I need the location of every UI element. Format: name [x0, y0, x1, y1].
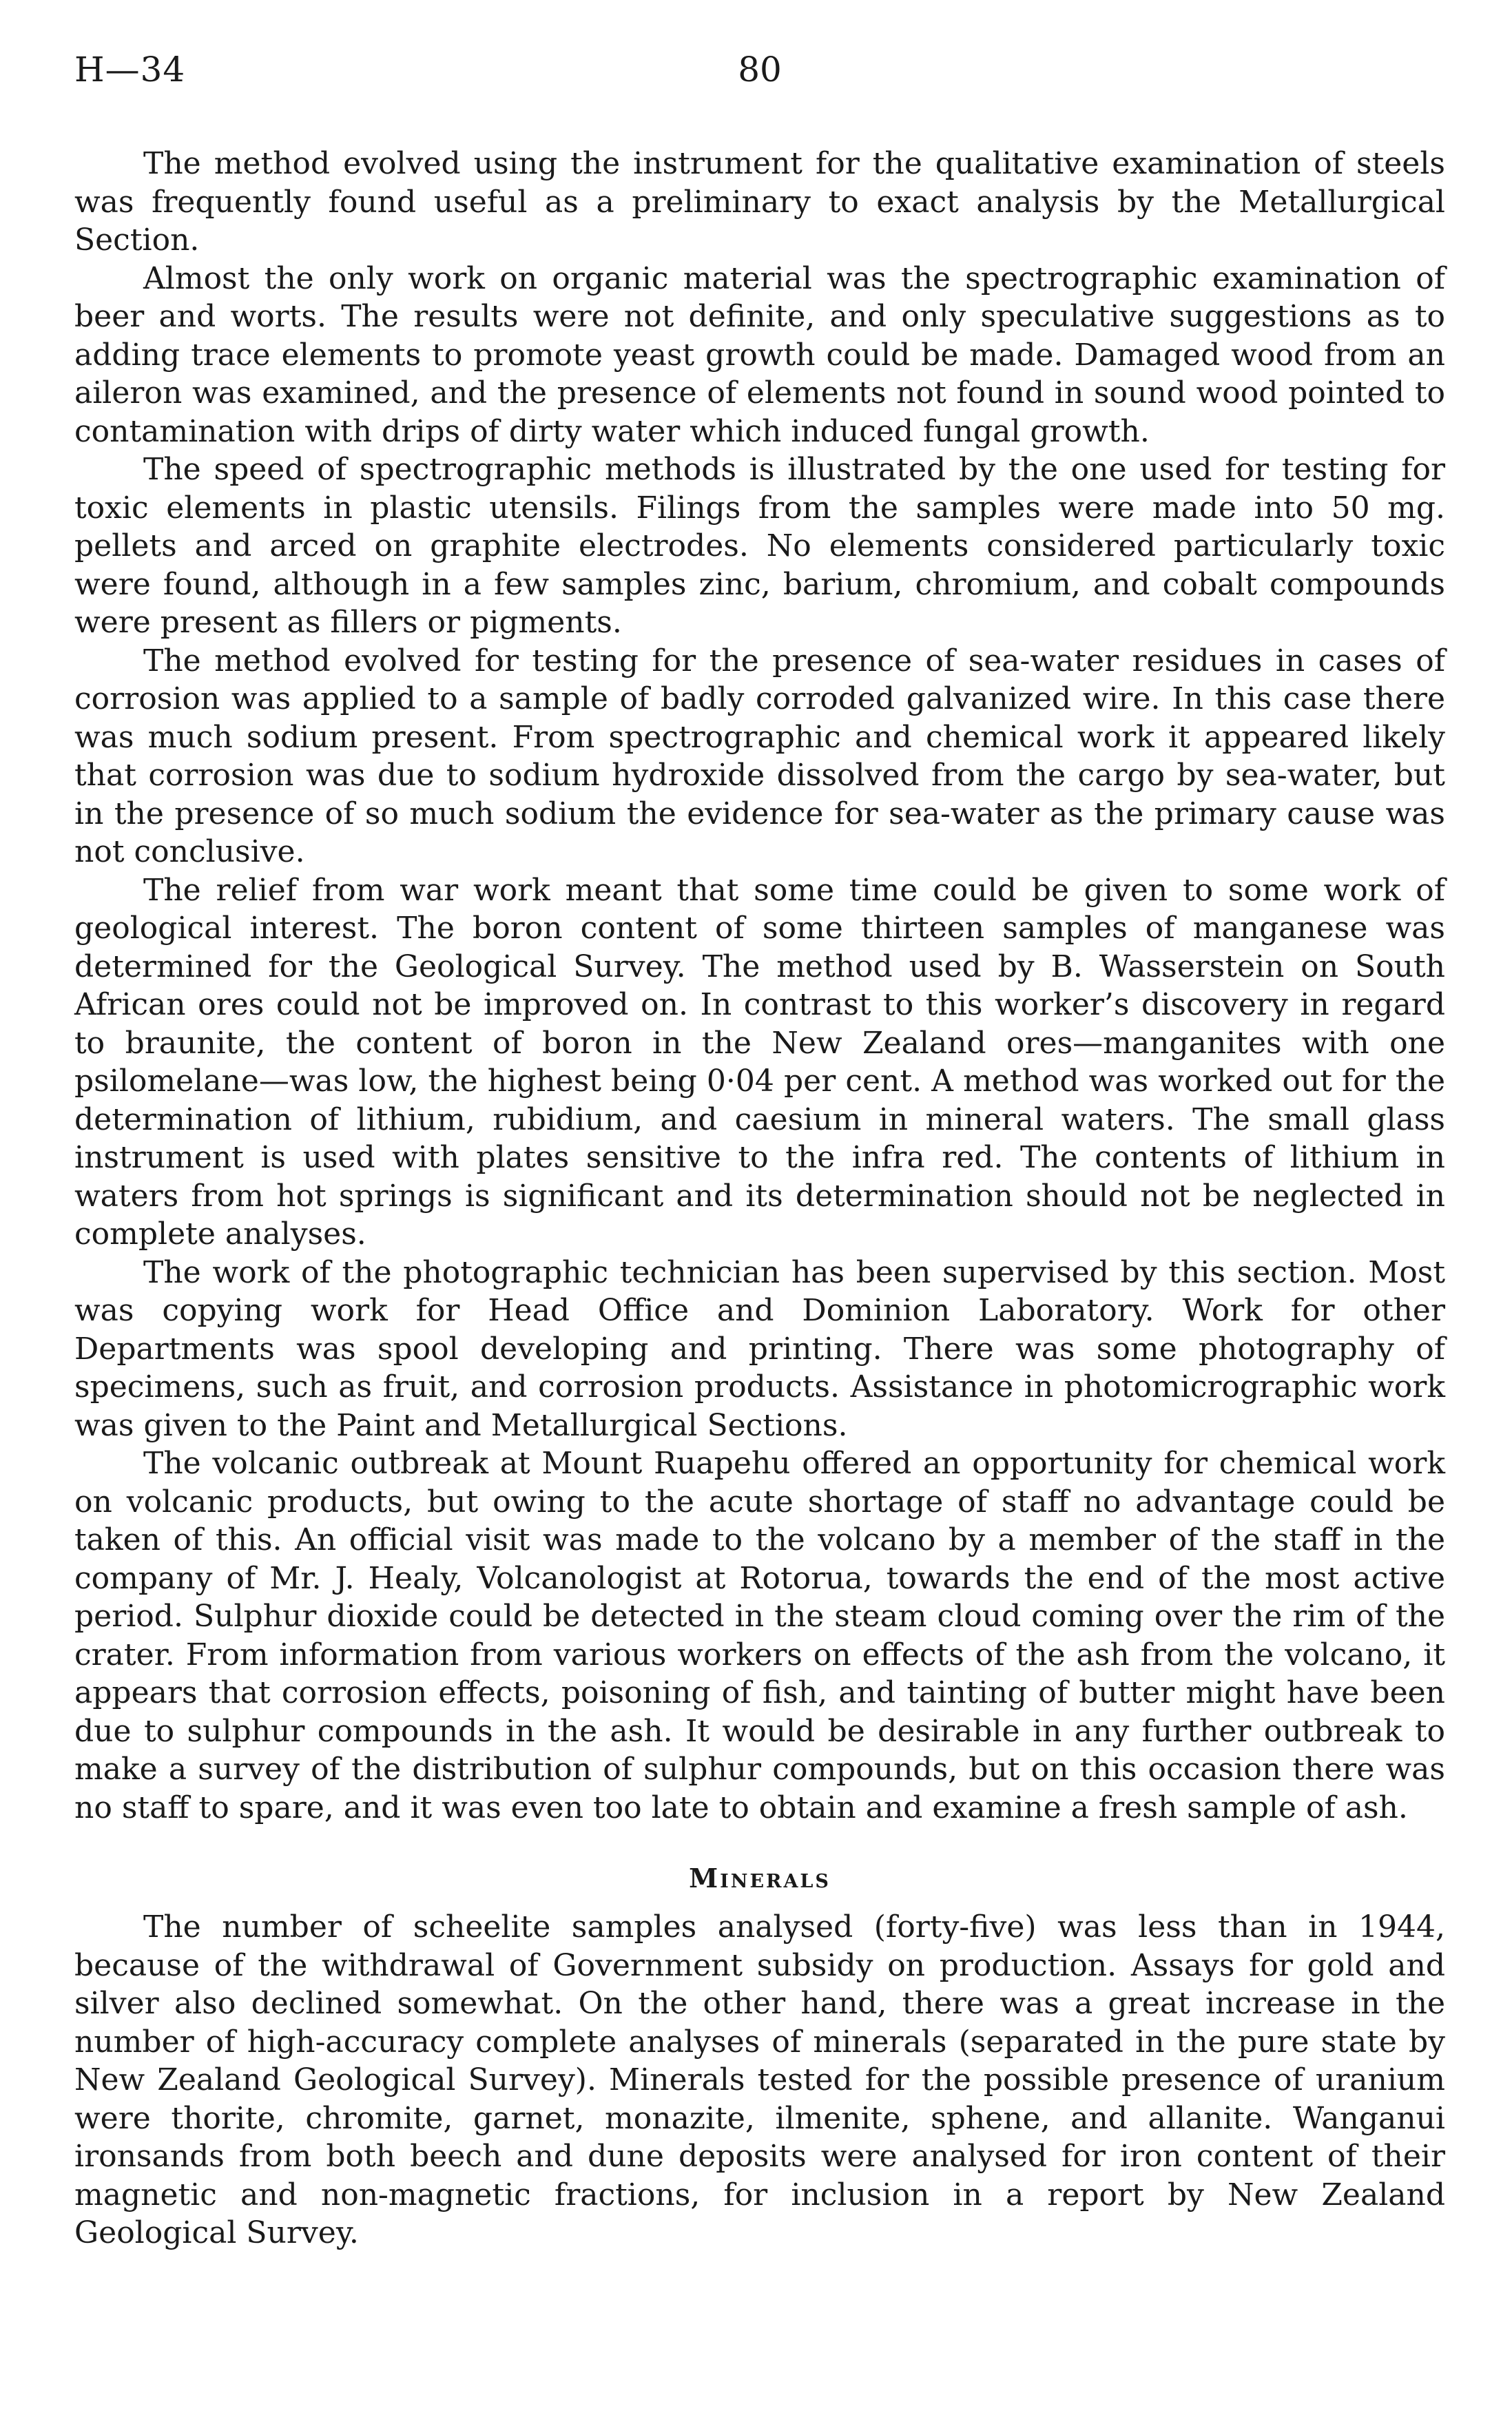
- paragraph-geological-interest: The relief from war work meant that some time could be given to some work of geological interest. The boron content of some thirteen samples of manganese was determined for the Geological Survey. The method used by B. Wasserstein on South African ores could not be improved on. In contrast to this worker’s discovery in regard to braunite, the content of boron in the New Zealand ores—manganites with one psilomelane—was low, the highest being 0·04 per cent. A method was worked out for the determination of lithium, rubidium, and caesium in mineral waters. The small glass instrument is used with plates sensitive to the infra red. The contents of lithium in waters from hot springs is significant and its determination should not be neglected in complete analyses.: [74, 872, 1445, 1252]
- document-number: H—34: [74, 50, 186, 90]
- section-heading-minerals: Minerals: [689, 1863, 831, 1894]
- page-header: [74, 50, 1445, 105]
- paragraph-photographic-work: The work of the photographic technician has been supervised by this section. Most was copying work for Head Office and Dominion Laboratory. Work for other Departments was spool developing and printing. There was some photography of specimens, such as fruit, and corrosion products. Assistance in photomicrographic work was given to the Paint and Metallurgical Sections.: [74, 1254, 1445, 1443]
- page-number: 80: [738, 50, 782, 90]
- paragraph-plastic-utensils: The speed of spectrographic methods is illustrated by the one used for testing for toxic elements in plastic utensils. Filings from the samples were made into 50 mg. pellets and arced on graphite electrodes. No elements considered particularly toxic were found, although in a few samples zinc, barium, chromium, and cobalt compounds were present as fillers or pigments.: [74, 452, 1445, 640]
- body-text: [74, 145, 1445, 2252]
- paragraph-ruapehu-outbreak: The volcanic outbreak at Mount Ruapehu offered an opportunity for chemical work on volcanic products, but owing to the acute shortage of staff no advantage could be taken of this. An official visit was made to the volcano by a member of the staff in the company of Mr. J. Healy, Volcanologist at Rotorua, towards the end of the most active period. Sulphur dioxide could be detected in the steam cloud coming over the rim of the crater. From information from various workers on effects of the ash from the volcano, it appears that corrosion effects, poisoning of fish, and tainting of butter might have been due to sulphur compounds in the ash. It would be desirable in any further outbreak to make a survey of the distribution of sulphur compounds, but on this occasion there was no staff to spare, and it was even too late to obtain and examine a fresh sample of ash.: [74, 1446, 1445, 1825]
- paragraph-organic-material: Almost the only work on organic material was the spectrographic examination of beer and worts. The results were not definite, and only speculative suggestions as to adding trace elements to promote yeast growth could be made. Damaged wood from an aileron was examined, and the presence of elements not found in sound wood pointed to contamination with drips of dirty water which induced fungal growth.: [74, 260, 1445, 449]
- paragraph-steels-analysis: The method evolved using the instrument for the qualitative examination of steels was frequently found useful as a preliminary to exact analysis by the Metallurgical Section.: [74, 146, 1445, 258]
- paragraph-minerals: The number of scheelite samples analysed (forty-five) was less than in 1944, because of the withdrawal of Government subsidy on production. Assays for gold and silver also declined somewhat. On the other hand, there was a great increase in the number of high-accuracy complete analyses of minerals (separated in the pure state by New Zealand Geological Survey). Minerals tested for the possible presence of uranium were thorite, chromite, garnet, monazite, ilmenite, sphene, and allanite. Wanganui ironsands from both beech and dune deposits were analysed for iron content of their magnetic and non-magnetic fractions, for inclusion in a report by New Zealand Geological Survey.: [74, 1909, 1445, 2250]
- paragraph-sea-water-corrosion: The method evolved for testing for the presence of sea-water residues in cases of corrosion was applied to a sample of badly corroded galvanized wire. In this case there was much sodium present. From spectrographic and chemical work it appeared likely that corrosion was due to sodium hydroxide dissolved from the cargo by sea-water, but in the presence of so much sodium the evidence for sea-water as the primary cause was not conclusive.: [74, 643, 1445, 869]
